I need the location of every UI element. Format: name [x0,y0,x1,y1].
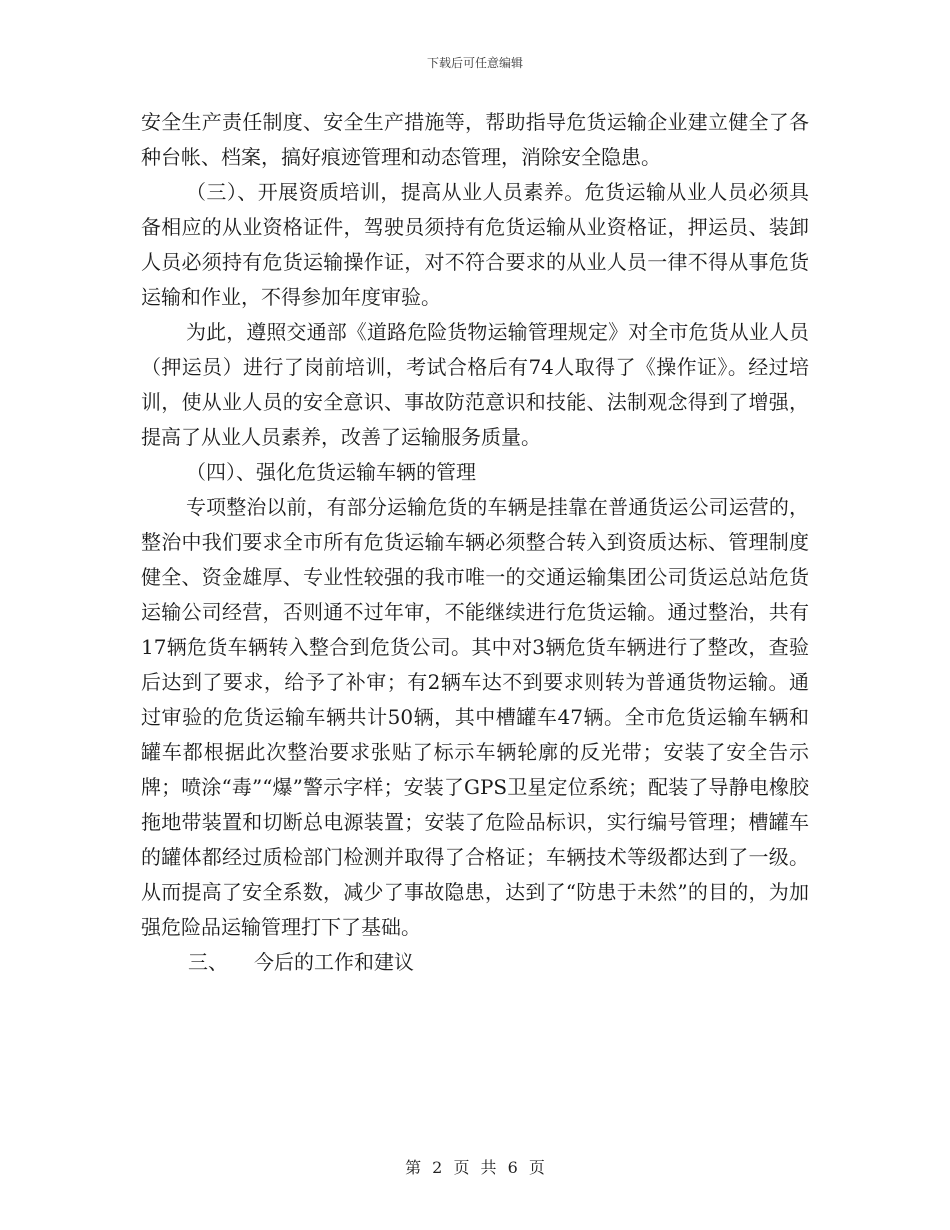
section-number: 三、 [188,950,228,974]
paragraph-vehicle-rectification: 专项整治以前，有部分运输危货的车辆是挂靠在普通货运公司运营的，整治中我们要求全市所有危货运输车辆必须整合转入到资质达标、管理制度健全、资金雄厚、专业性较强的我市唯一的交通运输集团公司货运总站危货运输公司经营，否则通不过年审，不能继续进行危货运输。通过整治，共有17辆危货车辆转入整合到危货公司。其中对3辆危货车辆进行了整改，查验后达到了要求，给予了补审；有2辆车达不到要求则转为普通货物运输。通过审验的危货运输车辆共计50辆，其中槽罐车47辆。全市危货运输车辆和罐车都根据此次整治要求张贴了标示车辆轮廓的反光带；安装了安全告示牌；喷涂“毒”“爆”警示字样；安装了GPS卫星定位系统；配装了导静电橡胶拖地带装置和切断总电源装置；安装了危险品标识，实行编号管理；槽罐车的罐体都经过质检部门检测并取得了合格证；车辆技术等级都达到了一级。从而提高了安全系数，减少了事故隐患，达到了“防患于未然”的目的，为加强危险品运输管理打下了基础。 [141,495,809,939]
section-heading-future-work [141,945,809,980]
document-body [141,105,809,980]
paragraph-pre-job-training: 为此，遵照交通部《道路危险货物运输管理规定》对全市危货从业人员（押运员）进行了岗前培训，考试合格后有74人取得了《操作证》。经过培训，使从业人员的安全意识、事故防范意识和技能、法制观念得到了增强，提高了从业人员素养，改善了运输服务质量。 [141,320,809,449]
section-title: 今后的工作和建议 [254,950,414,974]
page-footer: 第 2 页 共 6 页 [405,1158,545,1177]
paragraph-safety-responsibility: 安全生产责任制度、安全生产措施等，帮助指导危货运输企业建立健全了各种台帐、档案，搞好痕迹管理和动态管理，消除安全隐患。 [141,110,809,169]
page-header: 下载后可任意编辑 [426,56,523,70]
paragraph-qualification-training: （三）、开展资质培训，提高从业人员素养。危货运输从业人员必须具备相应的从业资格证件，驾驶员须持有危货运输从业资格证，押运员、装卸人员必须持有危货运输操作证，对不符合要求的从业人员一律不得从事危货运输和作业，不得参加年度审验。 [141,180,809,309]
heading-vehicle-management: （四）、强化危货运输车辆的管理 [186,460,476,484]
